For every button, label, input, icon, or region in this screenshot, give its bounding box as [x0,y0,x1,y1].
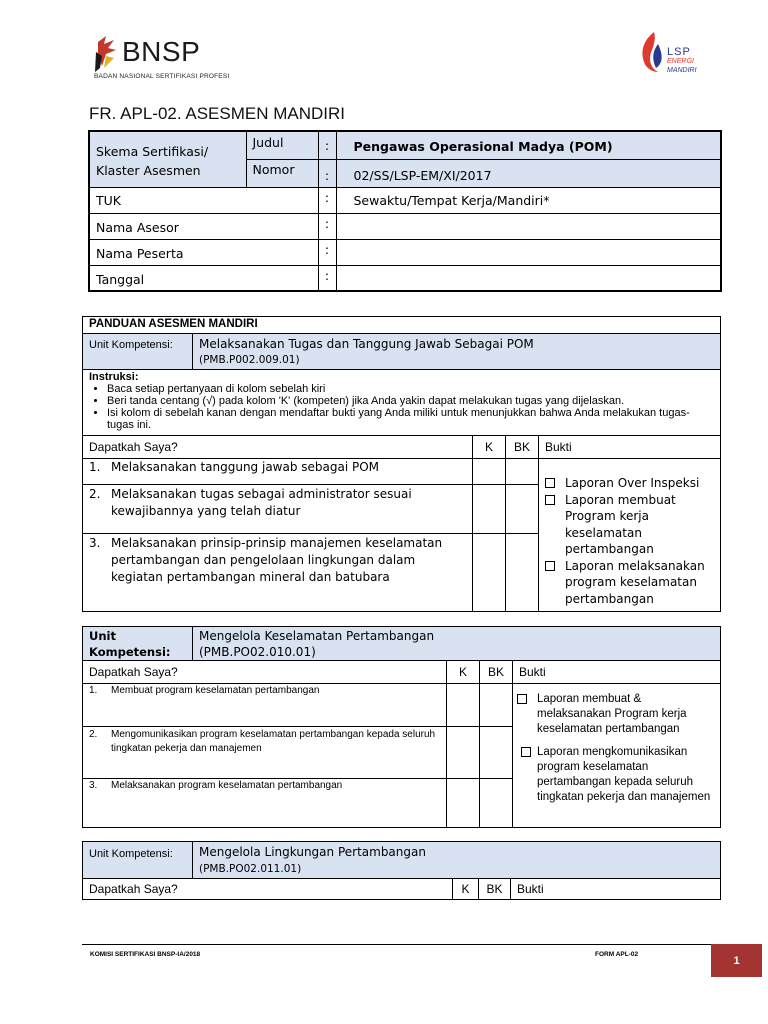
section1-unit-title: Melaksanakan Tugas dan Tanggung Jawab Sebagai POM [199,337,534,351]
section2-table [82,626,721,828]
question-number: 3. [89,536,101,550]
checkbox-icon[interactable] [545,495,555,505]
question-text: Mengomunikasikan program keselamatan pertambangan kepada seluruh tingkatan pekerja dan manajemen [111,729,436,754]
section2-unit-cell [193,627,721,661]
question-text: Melaksanakan prinsip-prinsip manajemen keselamatan pertambangan dan pengelolaan lingkungan dalam kegiatan pertambangan mineral dan batubara [111,536,443,584]
tuk-value: Sewaktu/Tempat Kerja/Mandiri* [336,187,721,213]
question-number: 1. [89,685,98,696]
table-row [83,779,447,828]
evidence-item[interactable]: Laporan membuat & melaksanakan Program kerja keselamatan pertambangan [517,692,714,737]
section3-table [82,841,721,900]
checkbox-icon[interactable] [521,747,531,757]
bk-checkbox-cell[interactable] [506,459,539,485]
bk-checkbox-cell[interactable] [480,779,513,828]
instruction-item: • Baca setiap pertanyaan di kolom sebelah kiri [107,383,714,395]
judul-value: Pengawas Operasional Madya (POM) [336,131,721,159]
k-checkbox-cell[interactable] [447,727,480,779]
section3-col-bukti: Bukti [511,879,721,900]
evidence-item[interactable]: Laporan melaksanakan program keselamatan pertambangan [545,558,714,608]
k-checkbox-cell[interactable] [447,684,480,727]
skema-label: Skema Sertifikasi/ Klaster Asesmen [89,131,246,187]
section3-unit-code: (PMB.PO02.011.01) [199,863,302,875]
instruksi-label: Instruksi: [89,371,139,383]
section2-unit-title: Mengelola Keselamatan Pertambangan [199,629,435,643]
section3-unit-label: Unit Kompetensi: [83,842,193,879]
asesor-label: Nama Asesor [89,213,318,239]
info-table [88,130,722,292]
k-checkbox-cell[interactable] [447,779,480,828]
bk-checkbox-cell[interactable] [506,534,539,612]
section2-unit-label: Unit Kompetensi: [83,627,193,661]
checkbox-icon[interactable] [545,561,555,571]
instruction-list [89,383,714,431]
tanggal-value[interactable] [336,265,721,291]
lsp-logo-line1: LSP [667,46,691,58]
nomor-value: 02/SS/LSP-EM/XI/2017 [336,159,721,187]
question-text: Membuat program keselamatan pertambangan [111,685,320,696]
section1-evidence [539,459,721,612]
section2-unit-code: (PMB.PO02.010.01) [199,645,316,659]
asesor-colon: : [318,213,336,239]
instruction-item: • Beri tanda centang (√) pada kolom 'K' (kompeten) jika Anda yakin dapat melakukan tugas yang dijelaskan. [107,395,714,407]
table-row [83,684,447,727]
question-number: 2. [89,729,98,740]
bk-checkbox-cell[interactable] [506,485,539,534]
footer-right-text: FORM APL-02 [595,951,639,958]
instruction-item: • Isi kolom di sebelah kanan dengan mendaftar bukti yang Anda miliki untuk menunjukkan bahwa Anda melakukan tugas-tugas ini. [107,407,714,431]
section2-col-question: Dapatkah Saya? [83,661,447,684]
evidence-item[interactable]: Laporan membuat Program kerja keselamatan pertambangan [545,492,714,558]
section1-col-bukti: Bukti [539,436,721,459]
bk-checkbox-cell[interactable] [480,684,513,727]
section1-col-k: K [473,436,506,459]
question-text: Melaksanakan tanggung jawab sebagai POM [111,460,380,474]
nomor-colon: : [318,159,336,187]
lsp-logo-line2: ENERGI [667,58,694,65]
section3-col-bk: BK [479,879,511,900]
evidence-item[interactable]: Laporan Over Inspeksi [545,475,714,492]
question-number: 3. [89,780,98,791]
tanggal-colon: : [318,265,336,291]
lsp-logo-text [667,48,697,75]
section1-table [82,316,721,612]
evidence-item[interactable]: Laporan mengkomunikasikan program keselamatan pertambangan kepada seluruh tingkatan pekerja dan manajemen [517,745,714,805]
section1-unit-cell [193,334,721,370]
bk-checkbox-cell[interactable] [480,727,513,779]
section3-col-question: Dapatkah Saya? [83,879,453,900]
table-row [83,459,473,485]
checkbox-icon[interactable] [545,478,555,488]
question-number: 2. [89,487,101,501]
judul-colon: : [318,131,336,159]
k-checkbox-cell[interactable] [473,485,506,534]
bnsp-logo-text: BNSP [122,36,201,67]
asesor-value[interactable] [336,213,721,239]
peserta-value[interactable] [336,239,721,265]
section3-unit-title: Mengelola Lingkungan Pertambangan [199,845,426,859]
bnsp-logo [92,32,122,78]
question-text: Melaksanakan program keselamatan pertambangan [111,780,343,791]
bnsp-subtitle: BADAN NASIONAL SERTIFIKASI PROFESI [94,73,230,80]
judul-label: Judul [246,131,318,159]
lsp-logo-line3: MANDIRI [667,67,697,74]
section2-col-bk: BK [480,661,513,684]
tuk-colon: : [318,187,336,213]
peserta-colon: : [318,239,336,265]
peserta-label: Nama Peserta [89,239,318,265]
question-text: Melaksanakan tugas sebagai administrator sesuai kewajibannya yang telah diatur [111,487,412,518]
table-row [83,727,447,779]
k-checkbox-cell[interactable] [473,534,506,612]
checkbox-icon[interactable] [517,694,527,704]
section1-instructions [83,370,721,436]
section3-unit-cell [193,842,721,879]
document-title: FR. APL-02. ASESMEN MANDIRI [89,104,346,123]
lsp-flame-icon [636,30,666,76]
question-number: 1. [89,460,101,474]
table-row [83,534,473,612]
section1-col-bk: BK [506,436,539,459]
section2-col-bukti: Bukti [513,661,721,684]
tuk-label: TUK [89,187,318,213]
table-row [83,485,473,534]
k-checkbox-cell[interactable] [473,459,506,485]
section1-header: PANDUAN ASESMEN MANDIRI [83,317,721,334]
lsp-logo [636,30,666,76]
section1-unit-label: Unit Kompetensi: [83,334,193,370]
garuda-icon [92,32,122,78]
footer-divider [82,944,722,945]
section2-col-k: K [447,661,480,684]
section1-col-question: Dapatkah Saya? [83,436,473,459]
section2-evidence [513,684,721,828]
section1-unit-code: (PMB.P002.009.01) [199,354,300,366]
section3-col-k: K [453,879,479,900]
tanggal-label: Tanggal [89,265,318,291]
footer-left-text: KOMISI SERTIFIKASI BNSP-IA/2018 [90,951,201,958]
page-number-badge: 1 [711,944,762,977]
nomor-label: Nomor [246,159,318,187]
